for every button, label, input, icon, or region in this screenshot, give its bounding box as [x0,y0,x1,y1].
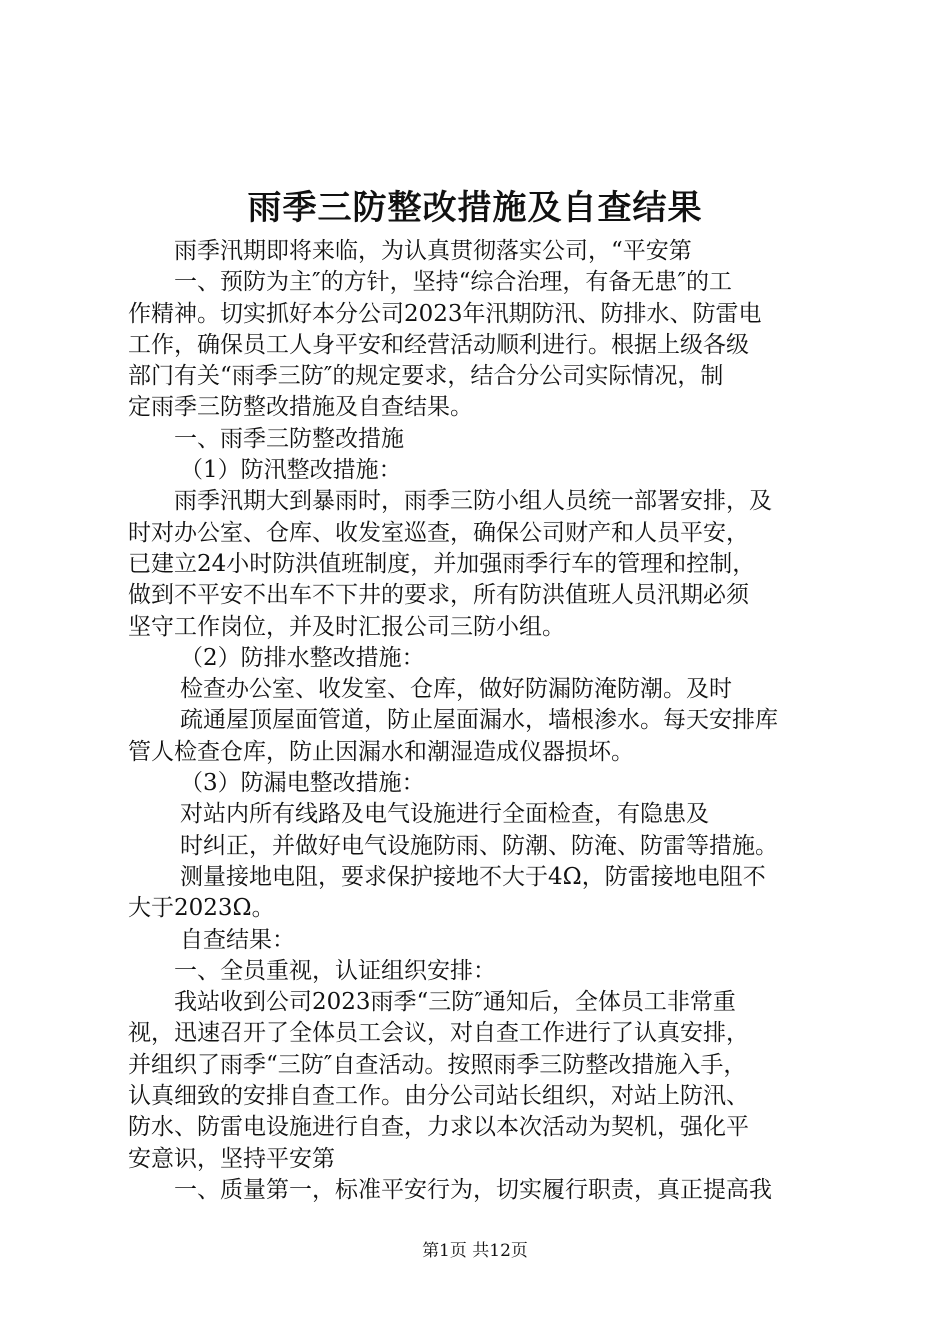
paragraph-line: 视，迅速召开了全体员工会议，对自查工作进行了认真安排， [128,1020,749,1047]
paragraph-line: 对站内所有线路及电气设施进行全面检查，有隐患及 [180,801,709,828]
paragraph-line: 安意识，坚持平安第 [128,1145,335,1172]
paragraph-line: 定雨季三防整改措施及自查结果。 [128,394,473,421]
subsection-heading: （1）防汛整改措施： [180,457,402,484]
paragraph-line: 做到不平安不出车不下井的要求，所有防洪值班人员汛期必须 [128,582,749,609]
section-heading: 自查结果： [180,926,295,953]
paragraph-line: 检查办公室、收发室、仓库，做好防漏防淹防潮。及时 [180,676,732,703]
paragraph-line: 时纠正，并做好电气设施防雨、防潮、防淹、防雷等措施。 [180,832,778,859]
paragraph-line: 部门有关“雨季三防″的规定要求，结合分公司实际情况，制 [128,363,724,390]
section-heading: 一、全员重视，认证组织安排： [174,957,496,984]
paragraph-line: 管人检查仓库，防止因漏水和潮湿造成仪器损坏。 [128,738,634,765]
subsection-heading: （2）防排水整改措施： [180,644,425,671]
paragraph-line: 疏通屋顶屋面管道，防止屋面漏水，墙根渗水。每天安排库 [180,707,778,734]
paragraph-line: 一、质量第一，标准平安行为，切实履行职责，真正提高我 [174,1176,772,1203]
paragraph-line: 并组织了雨季“三防″自查活动。按照雨季三防整改措施入手， [128,1051,747,1078]
paragraph-line: 时对办公室、仓库、收发室巡查，确保公司财产和人员平安， [128,519,749,546]
paragraph-line: 防水、防雷电设施进行自查，力求以本次活动为契机，强化平 [128,1114,749,1141]
paragraph-line: 认真细致的安排自查工作。由分公司站长组织，对站上防汛、 [128,1083,749,1110]
paragraph-line: 一、预防为主″的方针，坚持“综合治理，有备无患″的工 [174,269,732,296]
paragraph-line: 雨季汛期即将来临，为认真贯彻落实公司，“平安第 [174,238,692,264]
document-body [128,236,848,1206]
paragraph-line: 作精神。切实抓好本分公司2023年汛期防汛、防排水、防雷电 [128,300,762,327]
paragraph-line: 测量接地电阻，要求保护接地不大于4Ω，防雷接地电阻不 [180,863,766,890]
paragraph-line: 已建立24小时防洪值班制度，并加强雨季行车的管理和控制， [128,550,756,577]
paragraph-line: 雨季汛期大到暴雨时，雨季三防小组人员统一部署安排，及 [174,488,772,515]
paragraph-line: 我站收到公司2023雨季“三防″通知后，全体员工非常重 [174,989,736,1016]
page-number-footer: 第1页 共12页 [422,1241,528,1261]
section-heading: 一、雨季三防整改措施 [174,425,404,452]
subsection-heading: （3）防漏电整改措施： [180,770,425,797]
paragraph-line: 大于2023Ω。 [128,895,275,922]
document-title: 雨季三防整改措施及自查结果 [247,188,703,228]
paragraph-line: 工作，确保员工人身平安和经营活动顺利进行。根据上级各级 [128,331,749,358]
paragraph-line: 坚守工作岗位，并及时汇报公司三防小组。 [128,613,565,640]
